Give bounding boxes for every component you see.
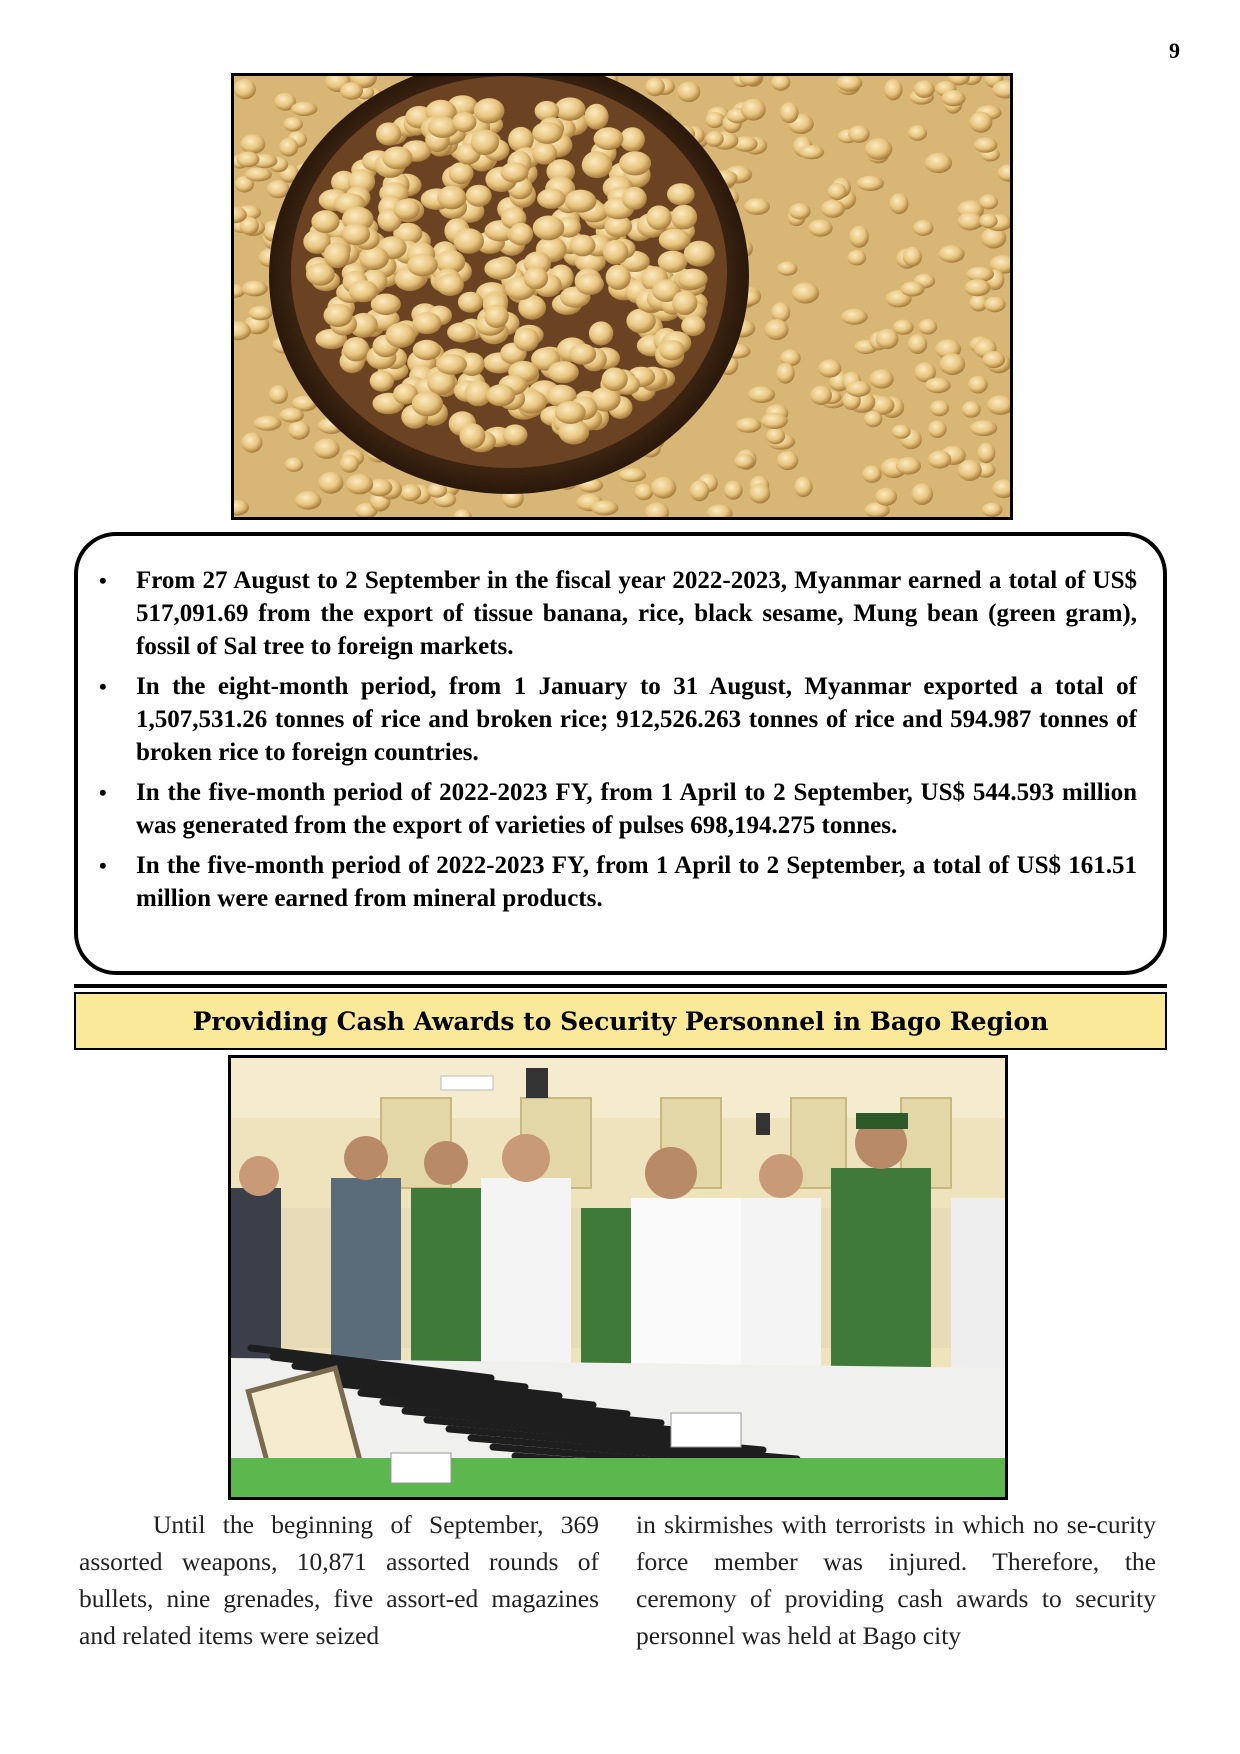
bullet-text: In the five-month period of 2022-2023 FY, from 1 April to 2 September, US$ 544.593 million was generated from the export of varieties of pulses 698,194.275 tonnes. — [136, 779, 1137, 839]
export-highlights-box — [74, 532, 1167, 975]
page-number: 9 — [1169, 38, 1180, 63]
article-headline-banner — [74, 992, 1167, 1050]
bullet-icon: • — [99, 674, 107, 699]
article-headline: Providing Cash Awards to Security Personnel in Bago Region — [192, 1006, 1049, 1036]
export-highlights-list — [78, 536, 1163, 915]
section-divider — [74, 984, 1167, 988]
bullet-text: From 27 August to 2 September in the fiscal year 2022-2023, Myanmar earned a total of US$ 517,091.69 from the export of tissue banana, rice, black sesame, Mung bean (green gram), fossil of Sal tree to foreign markets. — [136, 567, 1137, 660]
bullet-icon: • — [99, 568, 107, 593]
soybean-photo-art — [234, 76, 1010, 517]
weapons-display-photo — [228, 1055, 1008, 1500]
bullet-icon: • — [99, 853, 107, 878]
bullet-item — [99, 564, 1137, 663]
article-body-right-column: in skirmishes with terrorists in which no se-curity force member was injured. Therefore, the ceremony of providing cash awards to security personnel was held at Bago city — [636, 1510, 1156, 1650]
bullet-item — [99, 849, 1137, 915]
bullet-text: In the eight-month period, from 1 January to 31 August, Myanmar exported a total of 1,507,531.26 tonnes of rice and broken rice; 912,526.263 tonnes of rice and 594.987 tonnes of broken rice to foreign countries. — [136, 673, 1137, 766]
soybean-photo — [231, 73, 1013, 520]
article-body-left-column: Until the beginning of September, 369 assorted weapons, 10,871 assorted rounds of bullets, nine grenades, five assort-ed magazines and related items were seized — [79, 1510, 599, 1650]
bullet-item — [99, 670, 1137, 769]
bullet-icon: • — [99, 780, 107, 805]
weapons-display-photo-art — [231, 1058, 1005, 1497]
bullet-item — [99, 776, 1137, 842]
bullet-text: In the five-month period of 2022-2023 FY, from 1 April to 2 September, a total of US$ 161.51 million were earned from mineral products. — [136, 852, 1137, 912]
